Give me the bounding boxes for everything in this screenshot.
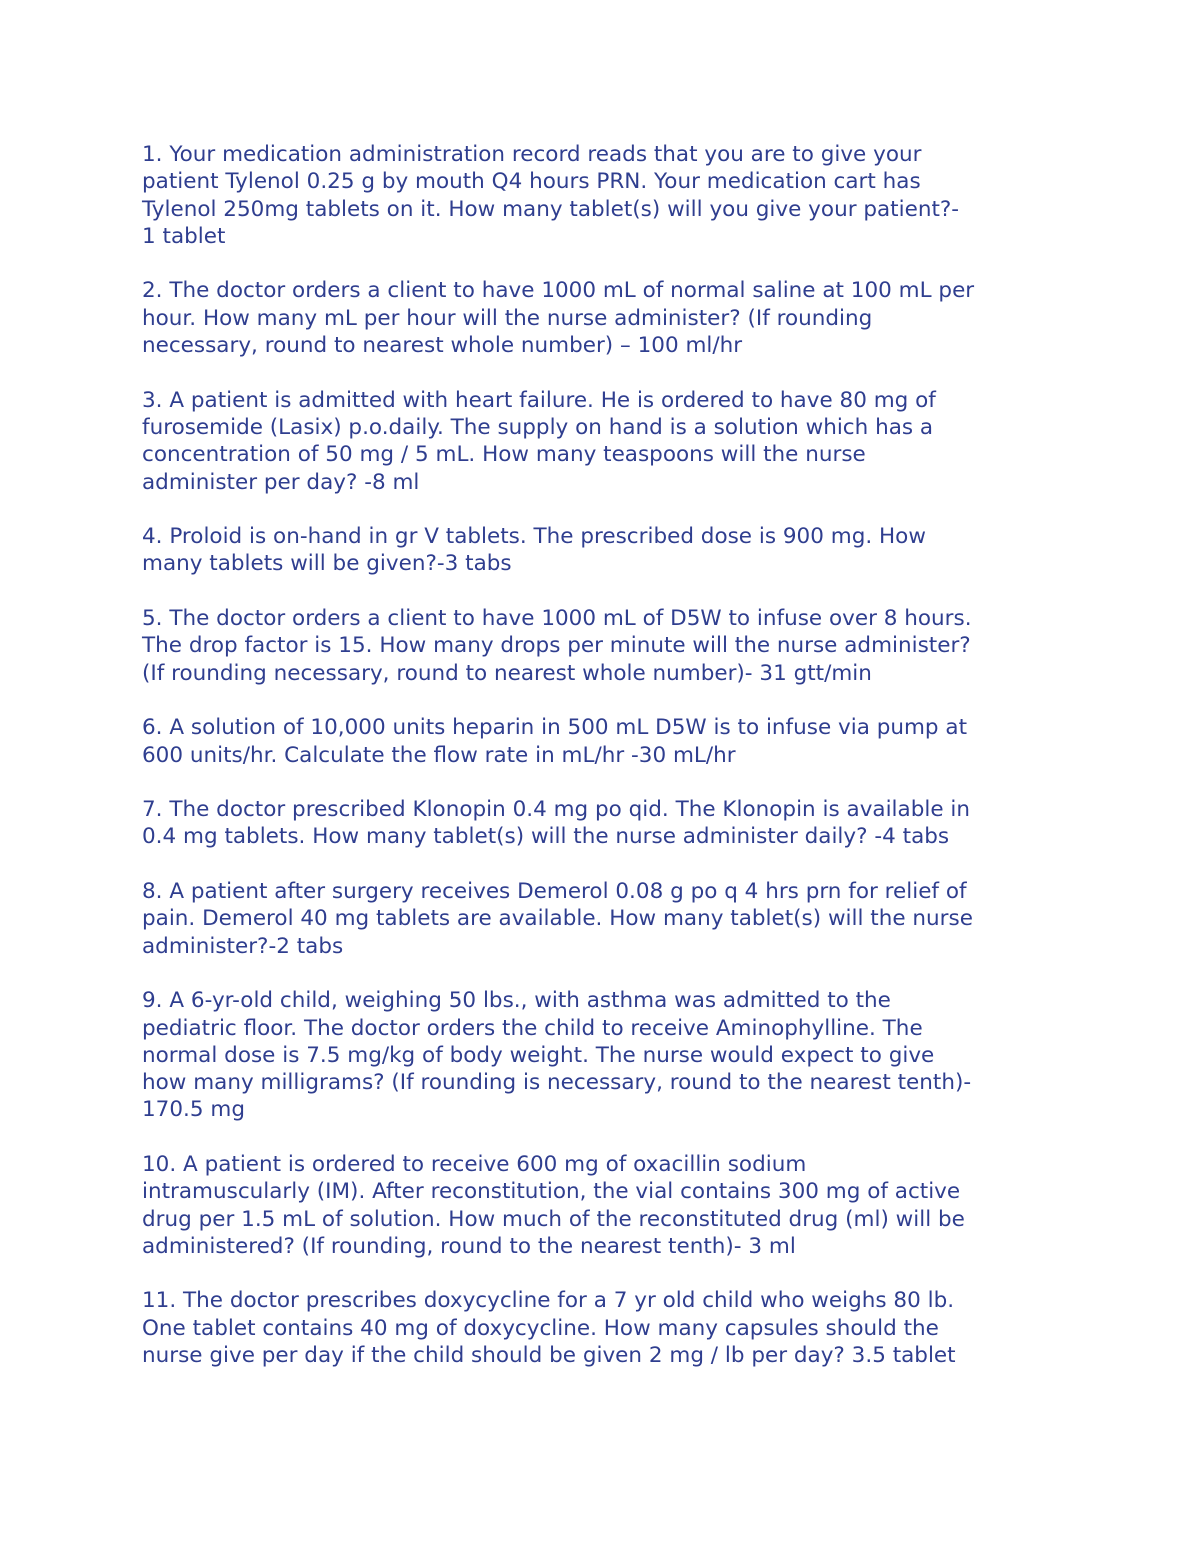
question-paragraph [142, 1287, 1082, 1369]
question-text-line: 5. The doctor orders a client to have 1000 mL of D5W to infuse over 8 hours. [142, 606, 972, 632]
question-text-line: concentration of 50 mg / 5 mL. How many teaspoons will the nurse [142, 442, 866, 468]
question-text-line: furosemide (Lasix) p.o.daily. The supply on hand is a solution which has a [142, 414, 934, 440]
question-paragraph [142, 523, 1082, 578]
paragraph-spacer [142, 687, 1082, 714]
paragraph-spacer [142, 769, 1082, 796]
question-text-line: nurse give per day if the child should be given 2 mg / lb per day? 3.5 tablet [142, 1343, 956, 1369]
question-text-line: 3. A patient is admitted with heart failure. He is ordered to have 80 mg of [142, 387, 936, 413]
question-text-line: administer per day? -8 ml [142, 469, 420, 495]
question-paragraph [142, 277, 1082, 359]
question-text-line: 10. A patient is ordered to receive 600 mg of oxacillin sodium [142, 1151, 807, 1177]
question-text-line: 9. A 6-yr-old child, weighing 50 lbs., with asthma was admitted to the [142, 988, 891, 1014]
question-text-line: 170.5 mg [142, 1097, 245, 1123]
question-text-line: 8. A patient after surgery receives Demerol 0.08 g po q 4 hrs prn for relief of [142, 879, 967, 905]
question-text-line: (If rounding necessary, round to nearest whole number)- 31 gtt/min [142, 660, 872, 686]
paragraph-spacer [142, 1260, 1082, 1287]
question-paragraph [142, 387, 1082, 496]
paragraph-spacer [142, 851, 1082, 878]
question-text-line: intramuscularly (IM). After reconstitution, the vial contains 300 mg of active [142, 1179, 961, 1205]
question-text-line: The drop factor is 15. How many drops per minute will the nurse administer? [142, 633, 971, 659]
question-text-line: administer?-2 tabs [142, 933, 344, 959]
question-text-line: One tablet contains 40 mg of doxycycline. How many capsules should the [142, 1315, 939, 1341]
question-paragraph [142, 987, 1082, 1123]
question-text-line: 2. The doctor orders a client to have 1000 mL of normal saline at 100 mL per [142, 278, 975, 304]
question-text-line: how many milligrams? (If rounding is necessary, round to the nearest tenth)- [142, 1070, 972, 1096]
question-text-line: Tylenol 250mg tablets on it. How many tablet(s) will you give your patient?- [142, 196, 960, 222]
question-text-line: necessary, round to nearest whole number) – 100 ml/hr [142, 333, 743, 359]
question-text-line: hour. How many mL per hour will the nurse administer? (If rounding [142, 305, 873, 331]
question-text-line: 4. Proloid is on-hand in gr V tablets. The prescribed dose is 900 mg. How [142, 524, 926, 550]
question-text-line: pain. Demerol 40 mg tablets are available. How many tablet(s) will the nurse [142, 906, 973, 932]
question-text-line: 6. A solution of 10,000 units heparin in 500 mL D5W is to infuse via pump at [142, 715, 968, 741]
question-paragraph [142, 1151, 1082, 1260]
question-text-line: 7. The doctor prescribed Klonopin 0.4 mg po qid. The Klonopin is available in [142, 797, 970, 823]
paragraph-spacer [142, 250, 1082, 277]
paragraph-spacer [142, 578, 1082, 605]
question-text-line: 1 tablet [142, 223, 226, 249]
question-text-line: 0.4 mg tablets. How many tablet(s) will the nurse administer daily? -4 tabs [142, 824, 950, 850]
paragraph-spacer [142, 359, 1082, 386]
question-text-line: 600 units/hr. Calculate the flow rate in mL/hr -30 mL/hr [142, 742, 736, 768]
question-text-line: drug per 1.5 mL of solution. How much of the reconstituted drug (ml) will be [142, 1206, 965, 1232]
paragraph-spacer [142, 496, 1082, 523]
question-text-line: many tablets will be given?-3 tabs [142, 551, 512, 577]
question-text-line: patient Tylenol 0.25 g by mouth Q4 hours PRN. Your medication cart has [142, 169, 921, 195]
paragraph-spacer [142, 960, 1082, 987]
question-text-line: pediatric floor. The doctor orders the child to receive Aminophylline. The [142, 1015, 923, 1041]
question-text-line: 1. Your medication administration record reads that you are to give your [142, 142, 922, 167]
question-paragraph [142, 714, 1082, 769]
paragraph-spacer [142, 1124, 1082, 1151]
question-paragraph [142, 796, 1082, 851]
question-text-line: normal dose is 7.5 mg/kg of body weight. The nurse would expect to give [142, 1042, 935, 1068]
question-paragraph [142, 878, 1082, 960]
question-text-line: administered? (If rounding, round to the nearest tenth)- 3 ml [142, 1233, 796, 1259]
document-body [142, 141, 1082, 1369]
question-text-line: 11. The doctor prescribes doxycycline for a 7 yr old child who weighs 80 lb. [142, 1288, 955, 1314]
question-paragraph [142, 141, 1082, 250]
question-paragraph [142, 605, 1082, 687]
